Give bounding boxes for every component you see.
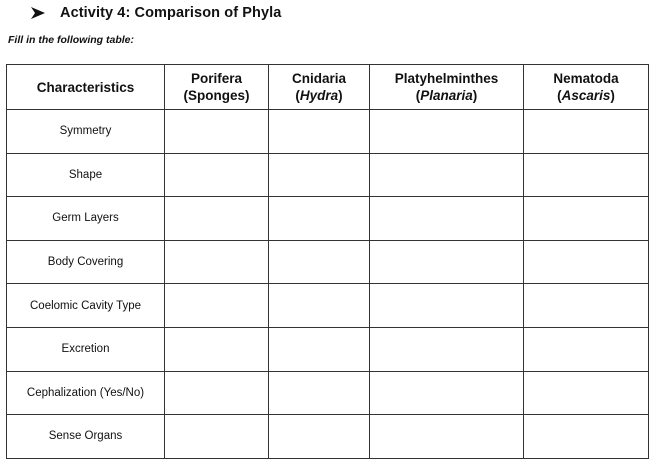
- answer-cell[interactable]: [165, 153, 269, 197]
- answer-cell[interactable]: [370, 371, 524, 415]
- answer-cell[interactable]: [370, 110, 524, 154]
- close-paren: ): [472, 88, 478, 103]
- table-row: [7, 415, 649, 459]
- answer-cell[interactable]: [524, 327, 649, 371]
- answer-cell[interactable]: [165, 415, 269, 459]
- answer-cell[interactable]: [269, 415, 370, 459]
- activity-heading: [30, 3, 281, 23]
- open-paren: (: [557, 88, 562, 103]
- row-label-shape: Shape: [7, 153, 165, 197]
- answer-cell[interactable]: [524, 371, 649, 415]
- answer-cell[interactable]: [165, 110, 269, 154]
- answer-cell[interactable]: [524, 284, 649, 328]
- table-header-row: [7, 65, 649, 110]
- common-name: Planaria: [420, 88, 473, 103]
- answer-cell[interactable]: [269, 197, 370, 241]
- table-row: [7, 371, 649, 415]
- answer-cell[interactable]: [524, 110, 649, 154]
- answer-cell[interactable]: [165, 197, 269, 241]
- row-label-excretion: Excretion: [7, 327, 165, 371]
- common-name: Sponges: [187, 88, 245, 103]
- answer-cell[interactable]: [269, 110, 370, 154]
- answer-cell[interactable]: [269, 327, 370, 371]
- header-characteristics: Characteristics: [7, 65, 165, 110]
- phyla-comparison-table: [6, 64, 649, 459]
- table-row: [7, 240, 649, 284]
- header-cnidaria: [269, 65, 370, 110]
- answer-cell[interactable]: [165, 284, 269, 328]
- row-label-sense-organs: Sense Organs: [7, 415, 165, 459]
- common-name: Ascaris: [561, 88, 611, 103]
- row-label-symmetry: Symmetry: [7, 110, 165, 154]
- answer-cell[interactable]: [524, 240, 649, 284]
- table-row: [7, 327, 649, 371]
- answer-cell[interactable]: [269, 153, 370, 197]
- close-paren: ): [245, 88, 250, 103]
- row-label-cephalization: Cephalization (Yes/No): [7, 371, 165, 415]
- answer-cell[interactable]: [165, 371, 269, 415]
- answer-cell[interactable]: [524, 415, 649, 459]
- phylum-name: Porifera: [190, 71, 243, 86]
- arrowhead-bullet-icon: [30, 6, 46, 20]
- open-paren: (: [295, 88, 300, 103]
- answer-cell[interactable]: [165, 327, 269, 371]
- header-porifera: [165, 65, 269, 110]
- row-label-coelomic-cavity-type: Coelomic Cavity Type: [7, 284, 165, 328]
- answer-cell[interactable]: [524, 197, 649, 241]
- answer-cell[interactable]: [524, 153, 649, 197]
- phylum-name: Cnidaria: [291, 71, 346, 86]
- row-label-germ-layers: Germ Layers: [7, 197, 165, 241]
- close-paren: ): [338, 88, 343, 103]
- answer-cell[interactable]: [370, 327, 524, 371]
- answer-cell[interactable]: [370, 284, 524, 328]
- answer-cell[interactable]: [370, 153, 524, 197]
- answer-cell[interactable]: [370, 197, 524, 241]
- answer-cell[interactable]: [370, 240, 524, 284]
- table-row: [7, 197, 649, 241]
- open-paren: (: [415, 88, 421, 103]
- table-row: [7, 284, 649, 328]
- header-nematoda: [524, 65, 649, 110]
- answer-cell[interactable]: [269, 371, 370, 415]
- answer-cell[interactable]: [370, 415, 524, 459]
- open-paren: (: [183, 88, 188, 103]
- table-row: [7, 153, 649, 197]
- table-row: [7, 110, 649, 154]
- close-paren: ): [610, 88, 615, 103]
- instructions-text: Fill in the following table:: [8, 34, 134, 46]
- answer-cell[interactable]: [165, 240, 269, 284]
- activity-title: Activity 4: Comparison of Phyla: [60, 5, 282, 21]
- common-name: Hydra: [299, 88, 339, 103]
- row-label-body-covering: Body Covering: [7, 240, 165, 284]
- answer-cell[interactable]: [269, 284, 370, 328]
- answer-cell[interactable]: [269, 240, 370, 284]
- header-platyhelminthes: [370, 65, 524, 110]
- phylum-name: Nematoda: [553, 71, 619, 86]
- phylum-name: Platyhelminthes: [394, 71, 499, 86]
